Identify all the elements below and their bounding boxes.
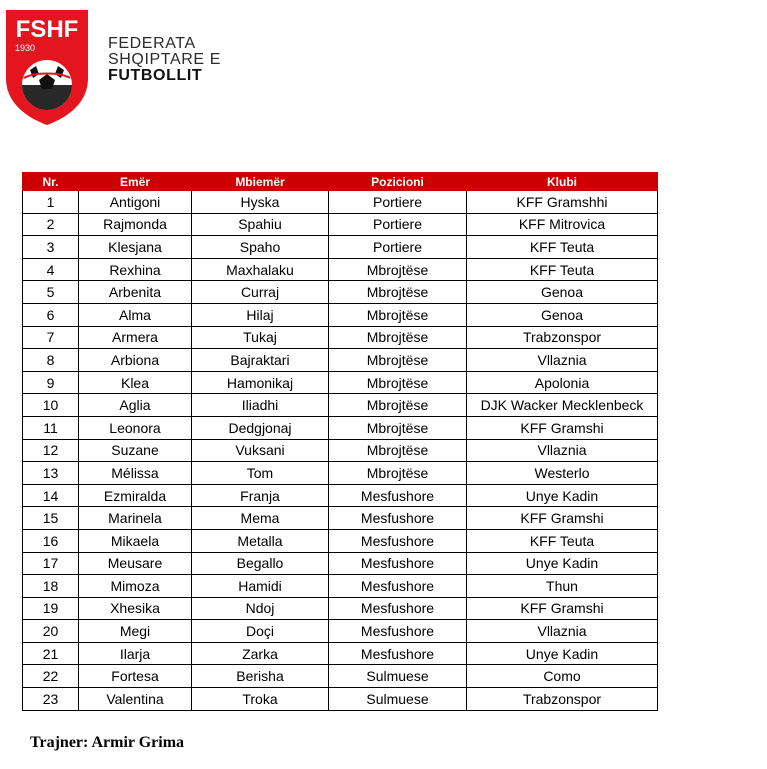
cell-first-name: Suzane: [79, 439, 192, 462]
cell-first-name: Rajmonda: [79, 213, 192, 236]
cell-position: Mbrojtëse: [329, 281, 467, 304]
cell-first-name: Meusare: [79, 552, 192, 575]
table-row: [23, 439, 658, 462]
cell-position: Mesfushore: [329, 642, 467, 665]
cell-position: Sulmuese: [329, 665, 467, 688]
table-row: [23, 462, 658, 485]
cell-nr: 5: [23, 281, 79, 304]
cell-last-name: Spaho: [192, 236, 329, 259]
cell-club: Unye Kadin: [467, 642, 658, 665]
cell-last-name: Bajraktari: [192, 349, 329, 372]
table-row: [23, 303, 658, 326]
organization-name: [108, 36, 221, 84]
cell-first-name: Fortesa: [79, 665, 192, 688]
cell-last-name: Vuksani: [192, 439, 329, 462]
cell-club: KFF Teuta: [467, 529, 658, 552]
table-row: [23, 597, 658, 620]
cell-first-name: Leonora: [79, 416, 192, 439]
cell-club: Apolonia: [467, 371, 658, 394]
cell-nr: 16: [23, 529, 79, 552]
table-body: [23, 191, 658, 711]
cell-club: Thun: [467, 575, 658, 598]
cell-nr: 15: [23, 507, 79, 530]
cell-first-name: Ezmiralda: [79, 484, 192, 507]
cell-club: KFF Gramshhi: [467, 191, 658, 214]
cell-first-name: Rexhina: [79, 258, 192, 281]
cell-first-name: Ilarja: [79, 642, 192, 665]
table-row: [23, 371, 658, 394]
cell-last-name: Curraj: [192, 281, 329, 304]
table-row: [23, 507, 658, 530]
cell-nr: 11: [23, 416, 79, 439]
cell-nr: 23: [23, 688, 79, 711]
cell-nr: 7: [23, 326, 79, 349]
cell-nr: 21: [23, 642, 79, 665]
cell-nr: 8: [23, 349, 79, 372]
table-row: [23, 191, 658, 214]
table-row: [23, 552, 658, 575]
cell-nr: 2: [23, 213, 79, 236]
cell-position: Mesfushore: [329, 552, 467, 575]
header-club: Klubi: [467, 173, 658, 191]
cell-nr: 12: [23, 439, 79, 462]
cell-last-name: Begallo: [192, 552, 329, 575]
cell-last-name: Hilaj: [192, 303, 329, 326]
cell-position: Mbrojtëse: [329, 303, 467, 326]
cell-first-name: Valentina: [79, 688, 192, 711]
cell-nr: 3: [23, 236, 79, 259]
cell-position: Mbrojtëse: [329, 326, 467, 349]
cell-first-name: Arbenita: [79, 281, 192, 304]
cell-club: KFF Mitrovica: [467, 213, 658, 236]
cell-club: KFF Gramshi: [467, 597, 658, 620]
cell-first-name: Xhesika: [79, 597, 192, 620]
cell-position: Mbrojtëse: [329, 371, 467, 394]
org-name-line1: FEDERATA: [108, 35, 196, 52]
squad-table: [22, 172, 658, 711]
cell-club: Genoa: [467, 303, 658, 326]
cell-last-name: Spahiu: [192, 213, 329, 236]
cell-position: Sulmuese: [329, 688, 467, 711]
cell-first-name: Armera: [79, 326, 192, 349]
cell-club: Vllaznia: [467, 439, 658, 462]
cell-first-name: Klea: [79, 371, 192, 394]
cell-position: Mesfushore: [329, 575, 467, 598]
cell-club: KFF Gramshi: [467, 416, 658, 439]
header-first-name: Emër: [79, 173, 192, 191]
table-row: [23, 394, 658, 417]
cell-first-name: Mikaela: [79, 529, 192, 552]
cell-club: DJK Wacker Mecklenbeck: [467, 394, 658, 417]
table-row: [23, 620, 658, 643]
cell-club: Trabzonspor: [467, 326, 658, 349]
cell-first-name: Antigoni: [79, 191, 192, 214]
org-name-line3: FUTBOLLIT: [108, 67, 203, 84]
cell-last-name: Zarka: [192, 642, 329, 665]
cell-position: Mesfushore: [329, 484, 467, 507]
cell-first-name: Aglia: [79, 394, 192, 417]
cell-last-name: Troka: [192, 688, 329, 711]
table-row: [23, 665, 658, 688]
cell-first-name: Klesjana: [79, 236, 192, 259]
cell-last-name: Tom: [192, 462, 329, 485]
cell-position: Mbrojtëse: [329, 258, 467, 281]
cell-nr: 4: [23, 258, 79, 281]
cell-nr: 17: [23, 552, 79, 575]
header-last-name: Mbiemër: [192, 173, 329, 191]
fshf-logo: [4, 8, 90, 126]
cell-position: Mbrojtëse: [329, 349, 467, 372]
table-row: [23, 258, 658, 281]
cell-club: Trabzonspor: [467, 688, 658, 711]
cell-first-name: Megi: [79, 620, 192, 643]
cell-position: Portiere: [329, 191, 467, 214]
cell-nr: 9: [23, 371, 79, 394]
table-row: [23, 349, 658, 372]
cell-last-name: Hamidi: [192, 575, 329, 598]
cell-club: KFF Teuta: [467, 236, 658, 259]
cell-nr: 22: [23, 665, 79, 688]
cell-first-name: Mélissa: [79, 462, 192, 485]
cell-last-name: Franja: [192, 484, 329, 507]
cell-position: Portiere: [329, 213, 467, 236]
header-position: Pozicioni: [329, 173, 467, 191]
cell-last-name: Hamonikaj: [192, 371, 329, 394]
fshf-shield-icon: [4, 8, 90, 126]
cell-last-name: Doçi: [192, 620, 329, 643]
table-row: [23, 688, 658, 711]
cell-first-name: Alma: [79, 303, 192, 326]
cell-club: Vllaznia: [467, 620, 658, 643]
cell-club: KFF Gramshi: [467, 507, 658, 530]
table-row: [23, 575, 658, 598]
cell-club: Unye Kadin: [467, 552, 658, 575]
table-row: [23, 484, 658, 507]
cell-nr: 10: [23, 394, 79, 417]
cell-first-name: Mimoza: [79, 575, 192, 598]
table-row: [23, 642, 658, 665]
table-row: [23, 326, 658, 349]
cell-club: Como: [467, 665, 658, 688]
cell-position: Mesfushore: [329, 507, 467, 530]
cell-club: KFF Teuta: [467, 258, 658, 281]
logo-acronym: FSHF: [15, 16, 79, 43]
cell-nr: 1: [23, 191, 79, 214]
cell-last-name: Iliadhi: [192, 394, 329, 417]
cell-nr: 18: [23, 575, 79, 598]
table-row: [23, 416, 658, 439]
cell-position: Portiere: [329, 236, 467, 259]
cell-club: Westerlo: [467, 462, 658, 485]
cell-nr: 20: [23, 620, 79, 643]
football-icon: [22, 60, 72, 110]
table-row: [23, 281, 658, 304]
table-row: [23, 529, 658, 552]
table-header-row: [23, 173, 658, 191]
cell-nr: 6: [23, 303, 79, 326]
cell-club: Unye Kadin: [467, 484, 658, 507]
cell-position: Mbrojtëse: [329, 416, 467, 439]
cell-last-name: Tukaj: [192, 326, 329, 349]
cell-position: Mesfushore: [329, 529, 467, 552]
header-nr: Nr.: [23, 173, 79, 191]
cell-position: Mbrojtëse: [329, 462, 467, 485]
cell-nr: 19: [23, 597, 79, 620]
cell-first-name: Marinela: [79, 507, 192, 530]
cell-position: Mbrojtëse: [329, 439, 467, 462]
cell-position: Mbrojtëse: [329, 394, 467, 417]
cell-last-name: Hyska: [192, 191, 329, 214]
coach-name: Trajner: Armir Grima: [30, 734, 185, 751]
cell-position: Mesfushore: [329, 620, 467, 643]
cell-club: Genoa: [467, 281, 658, 304]
cell-last-name: Berisha: [192, 665, 329, 688]
cell-last-name: Mema: [192, 507, 329, 530]
cell-last-name: Dedgjonaj: [192, 416, 329, 439]
table-row: [23, 213, 658, 236]
cell-first-name: Arbiona: [79, 349, 192, 372]
org-name-line2: SHQIPTARE E: [108, 51, 221, 68]
cell-club: Vllaznia: [467, 349, 658, 372]
logo-year: 1930: [15, 43, 36, 53]
cell-nr: 14: [23, 484, 79, 507]
cell-last-name: Ndoj: [192, 597, 329, 620]
cell-last-name: Maxhalaku: [192, 258, 329, 281]
cell-position: Mesfushore: [329, 597, 467, 620]
cell-last-name: Metalla: [192, 529, 329, 552]
table-row: [23, 236, 658, 259]
cell-nr: 13: [23, 462, 79, 485]
